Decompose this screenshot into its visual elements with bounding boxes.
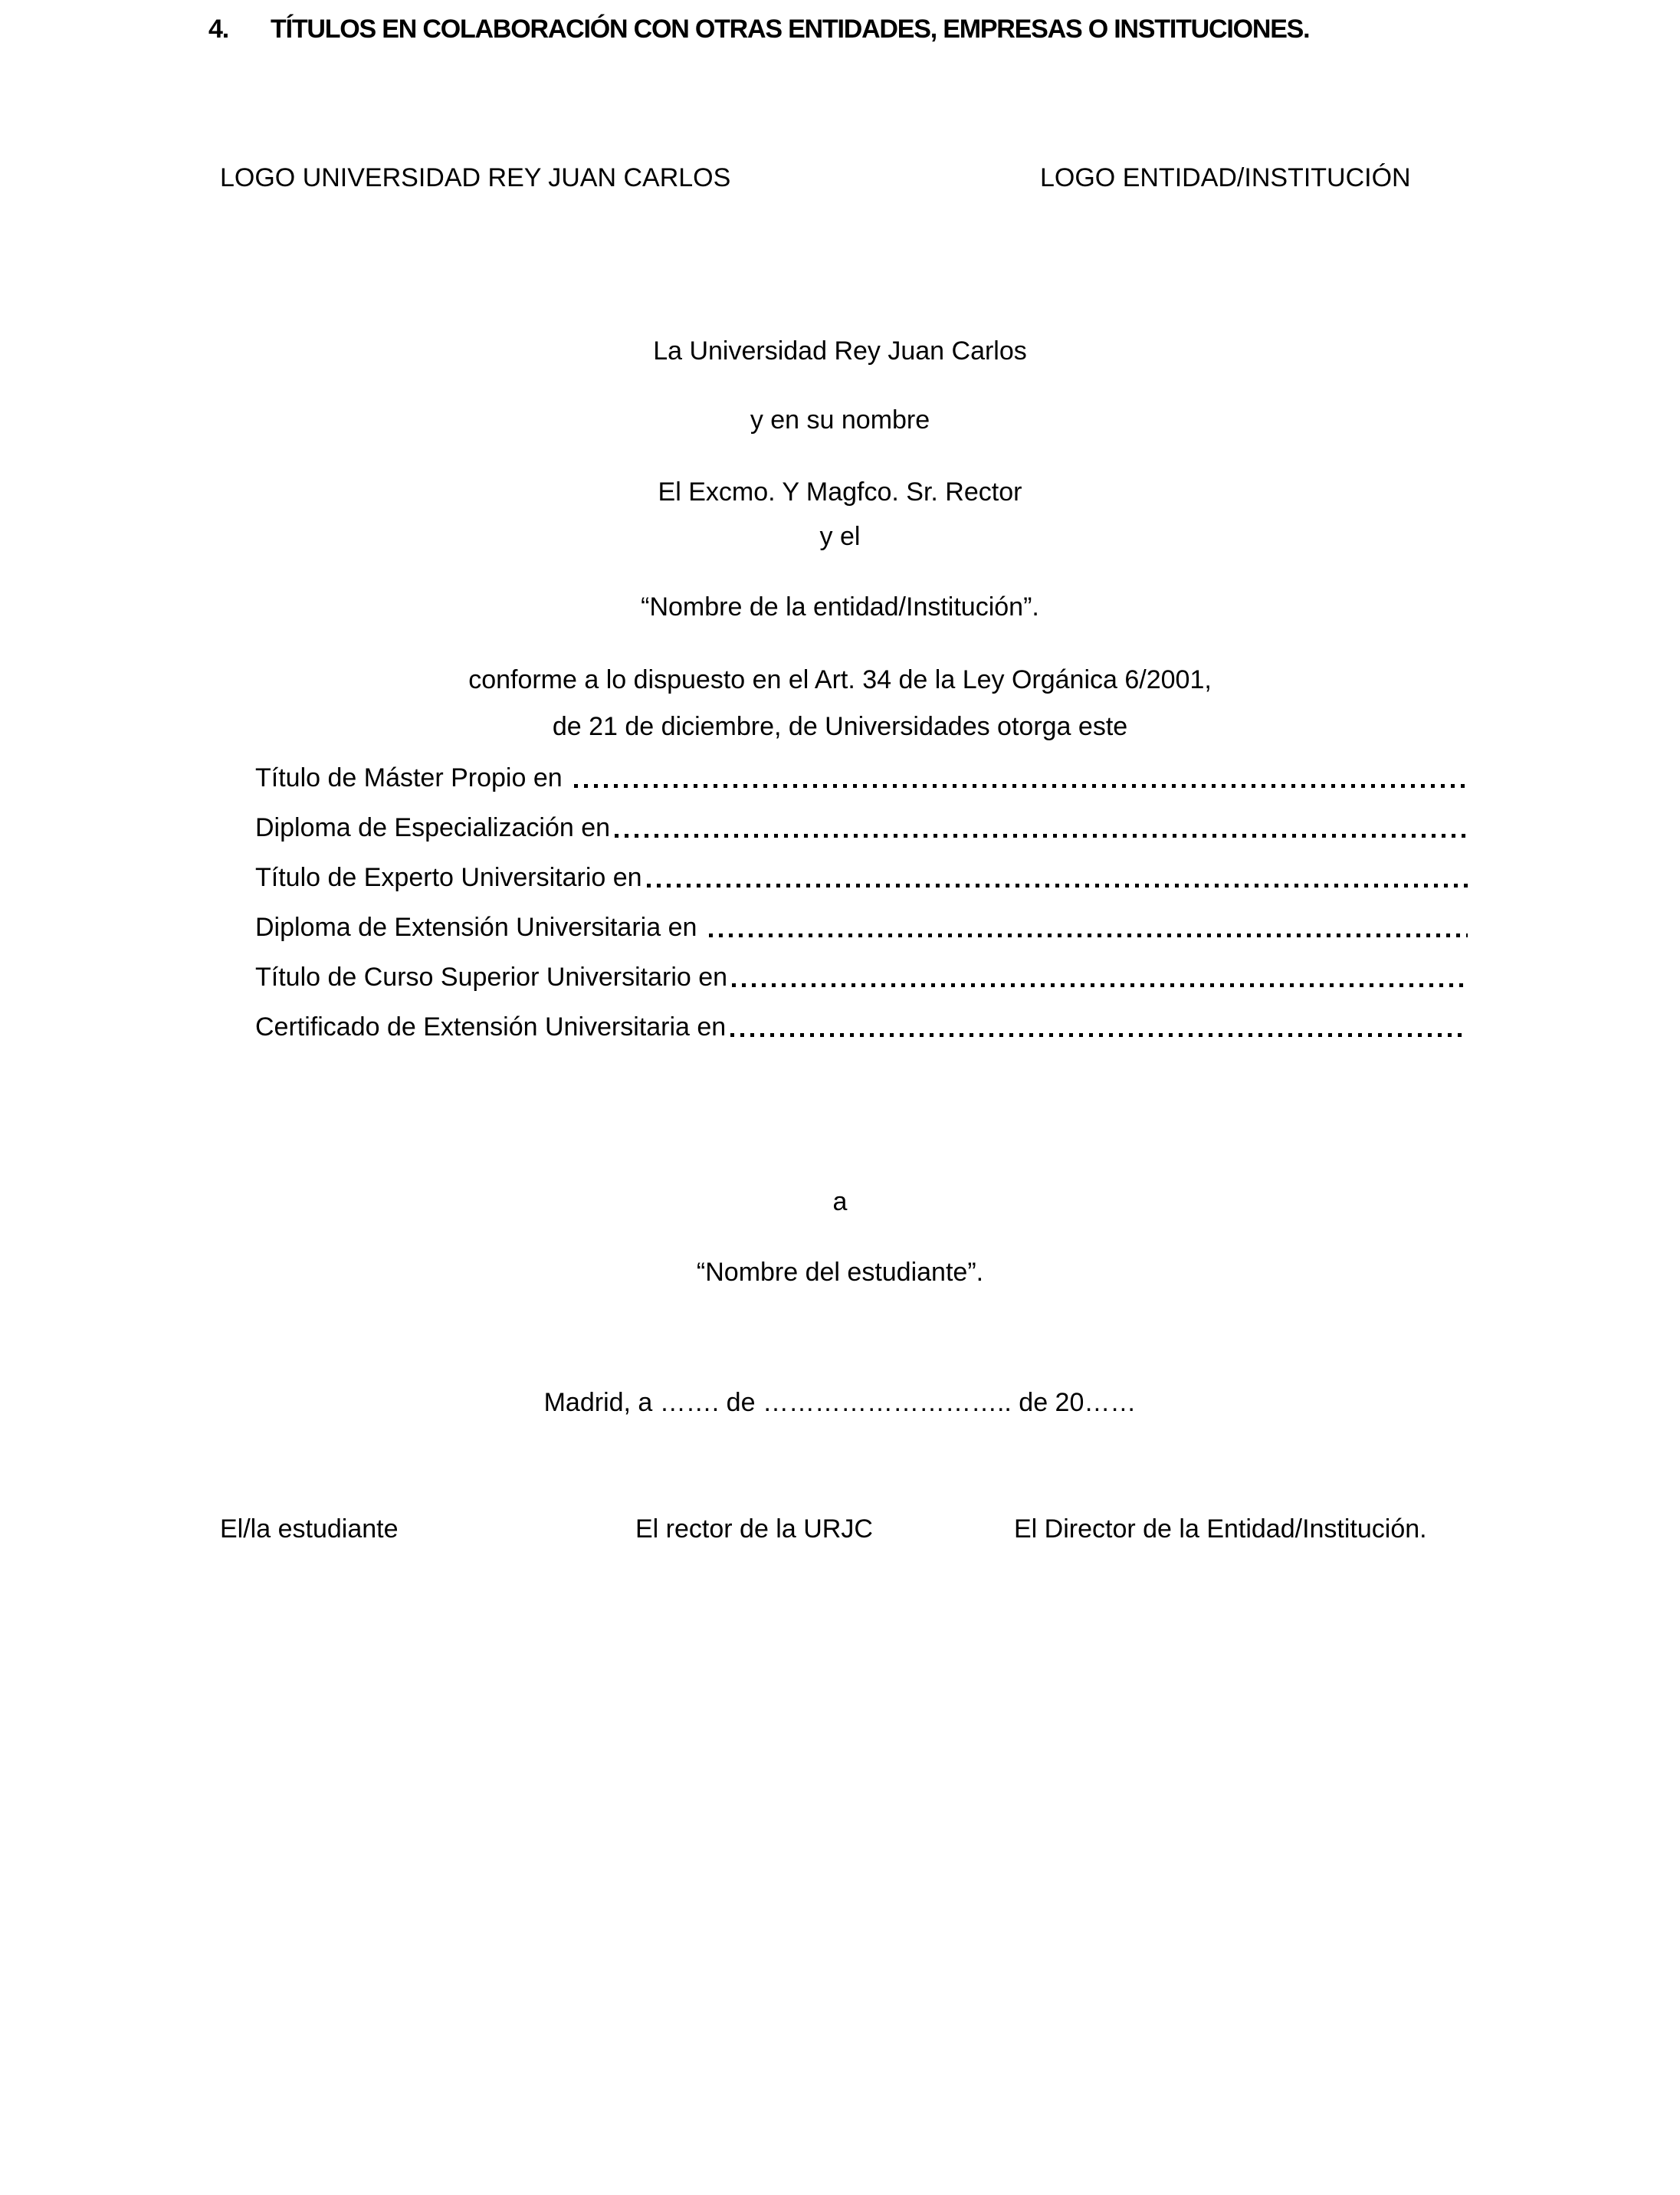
legal-basis-line-2: de 21 de diciembre, de Universidades otorga este (552, 712, 1128, 741)
degree-title-label: Título de Máster Propio en (255, 763, 570, 792)
section-heading (208, 14, 1588, 44)
signature-director: El Director de la Entidad/Institución. (1014, 1514, 1427, 1544)
dotted-leader (647, 884, 1468, 888)
dotted-leader (709, 933, 1468, 937)
degree-title-row (255, 903, 1468, 953)
degree-title-label: Título de Experto Universitario en (255, 863, 642, 892)
issuer-university: La Universidad Rey Juan Carlos (653, 336, 1027, 366)
signature-student: El/la estudiante (220, 1514, 399, 1544)
degree-title-list (255, 753, 1468, 1052)
degree-title-row (255, 853, 1468, 903)
dotted-leader (615, 834, 1468, 838)
signature-rector: El rector de la URJC (635, 1514, 873, 1544)
degree-title-label: Certificado de Extensión Universitaria en (255, 1012, 727, 1042)
dotted-leader (730, 1033, 1468, 1037)
degree-title-row (255, 1002, 1468, 1052)
degree-title-row (255, 803, 1468, 853)
degree-title-row (255, 953, 1468, 1002)
degree-title-row (255, 753, 1468, 803)
entity-name-placeholder: “Nombre de la entidad/Institución”. (641, 592, 1039, 622)
entity-logo-placeholder: LOGO ENTIDAD/INSTITUCIÓN (1040, 163, 1411, 192)
section-title: TÍTULOS EN COLABORACIÓN CON OTRAS ENTIDADES, EMPRESAS O INSTITUCIONES. (271, 15, 1310, 44)
award-preposition: a (832, 1187, 848, 1216)
student-name-placeholder: “Nombre del estudiante”. (696, 1258, 984, 1287)
issuer-rector: El Excmo. Y Magfco. Sr. Rector (658, 477, 1022, 507)
legal-basis-line-1: conforme a lo dispuesto en el Art. 34 de la Ley Orgánica 6/2001, (468, 665, 1212, 694)
section-number: 4. (208, 15, 228, 44)
dotted-leader (732, 983, 1468, 987)
issuer-on-behalf: y en su nombre (750, 405, 930, 435)
degree-title-label: Diploma de Extensión Universitaria en (255, 913, 704, 942)
degree-title-label: Diploma de Especialización en (255, 813, 611, 842)
issuer-conjunction: y el (819, 522, 861, 551)
degree-title-label: Título de Curso Superior Universitario en (255, 963, 728, 992)
dotted-leader (574, 784, 1468, 788)
university-logo-placeholder: LOGO UNIVERSIDAD REY JUAN CARLOS (220, 163, 731, 192)
date-line: Madrid, a ……. de ……………………….. de 20…… (543, 1388, 1137, 1417)
